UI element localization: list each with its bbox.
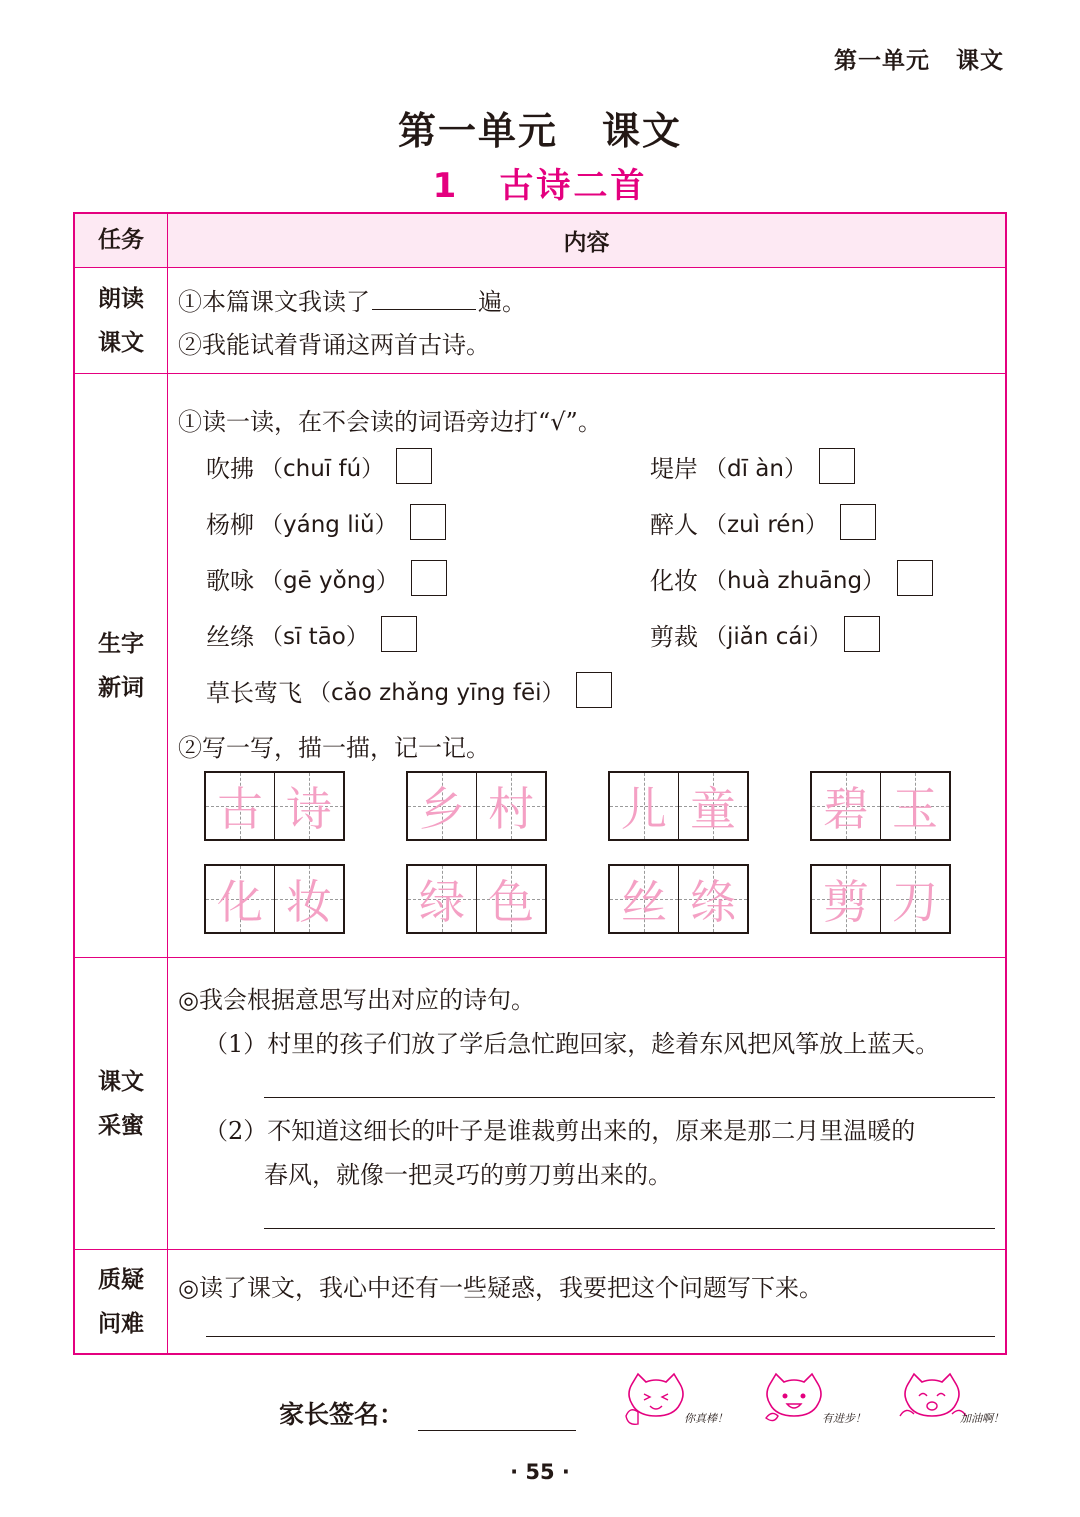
vocab-word: 醉人 — [650, 510, 698, 539]
vocab-checkbox[interactable] — [396, 448, 432, 484]
table-header-row — [75, 214, 1005, 267]
questions-task-label — [75, 1250, 168, 1353]
vocab-pinyin: （cǎo zhǎng yīng fēi） — [308, 679, 565, 706]
question-2-text-line1: 不知道这细长的叶子是谁裁剪出来的，原来是那二月里温暖的 — [267, 1117, 916, 1145]
vocab-checkbox[interactable] — [844, 616, 880, 652]
vocab-pinyin: （dī àn） — [704, 455, 807, 482]
header-content: 内容 — [563, 230, 610, 256]
sticker-text: 你真棒！ — [684, 1412, 728, 1425]
vocab-pinyin: （sī tāo） — [260, 623, 369, 650]
tracing-grid[interactable] — [204, 864, 345, 934]
trace-char: 儿 — [621, 782, 667, 836]
reading-row — [75, 267, 1005, 373]
vocab-word: 草长莺飞 — [206, 678, 302, 707]
reading-line-1 — [178, 282, 526, 317]
answer-line-question[interactable] — [206, 1336, 995, 1337]
vocab-pinyin: （chuī fú） — [260, 455, 385, 482]
honey-task-line2: 采蜜 — [98, 1112, 144, 1139]
vocab-item — [650, 448, 855, 484]
trace-char: 丝 — [621, 875, 667, 929]
vocab-pinyin: （gē yǒng） — [260, 567, 399, 594]
vocab-word: 歌咏 — [206, 566, 254, 595]
vocab-task-label — [75, 374, 168, 957]
honey-task-label — [75, 958, 168, 1249]
trace-char: 刀 — [892, 875, 938, 929]
honey-instruction: ◎我会根据意思写出对应的诗句。 — [178, 986, 535, 1014]
trace-char: 童 — [690, 782, 736, 836]
vocab-item — [206, 560, 447, 596]
running-head-unit: 第一单元 — [834, 48, 930, 74]
question-2 — [204, 1111, 915, 1146]
vocab-pinyin: （yáng liǔ） — [260, 511, 398, 538]
reading-task-line2: 课文 — [98, 329, 144, 356]
questions-instruction: ◎读了课文，我心中还有一些疑惑，我要把这个问题写下来。 — [178, 1274, 823, 1302]
trace-char: 妆 — [286, 875, 332, 929]
vocab-word: 堤岸 — [650, 454, 698, 483]
vocab-row — [75, 373, 1005, 957]
trace-char: 村 — [488, 782, 534, 836]
vocab-item — [206, 504, 446, 540]
signature-label: 家长签名： — [279, 1400, 405, 1429]
sticker-text: 有进步！ — [822, 1412, 866, 1425]
reading-task-label — [75, 268, 168, 373]
lesson-name: 古诗二首 — [499, 166, 648, 206]
vocab-word: 丝绦 — [206, 622, 254, 651]
write-instruction: ②写一写，描一描，记一记。 — [178, 734, 490, 762]
sticker-cheer — [898, 1372, 1014, 1428]
tracing-grid[interactable] — [406, 771, 547, 841]
reading-times-suffix: 遍。 — [478, 288, 526, 316]
trace-char: 玉 — [892, 782, 938, 836]
answer-line-1[interactable] — [264, 1097, 995, 1098]
vocab-item — [206, 616, 417, 652]
vocab-item — [650, 504, 876, 540]
trace-char: 色 — [488, 875, 534, 929]
sticker-great — [622, 1372, 738, 1428]
reading-content — [168, 268, 1005, 373]
questions-content — [168, 1250, 1005, 1353]
honey-task-line1: 课文 — [98, 1068, 144, 1095]
vocab-item — [650, 616, 880, 652]
question-1 — [204, 1024, 939, 1059]
trace-char: 剪 — [823, 875, 869, 929]
trace-char: 绿 — [419, 875, 465, 929]
lesson-number: 1 — [432, 166, 460, 206]
vocab-pinyin: （zuì rén） — [704, 511, 829, 538]
vocab-word: 剪裁 — [650, 622, 698, 651]
vocab-content — [168, 374, 1005, 957]
trace-char: 乡 — [419, 782, 465, 836]
question-1-number: （1） — [204, 1030, 268, 1058]
vocab-word: 吹拂 — [206, 454, 254, 483]
reading-times-text: ①本篇课文我读了 — [178, 288, 370, 316]
page-title — [0, 100, 1080, 155]
tracing-grid[interactable] — [608, 771, 749, 841]
header-task: 任务 — [75, 214, 168, 267]
reading-line-2: ②我能试着背诵这两首古诗。 — [178, 331, 490, 359]
vocab-checkbox[interactable] — [381, 616, 417, 652]
reading-times-blank[interactable] — [372, 286, 476, 310]
vocab-pinyin: （jiǎn cái） — [704, 623, 832, 650]
tracing-grid[interactable] — [608, 864, 749, 934]
vocab-task-line2: 新词 — [98, 674, 144, 701]
tracing-grid[interactable] — [810, 864, 951, 934]
vocab-checkbox[interactable] — [840, 504, 876, 540]
questions-task-line2: 问难 — [98, 1310, 144, 1337]
answer-line-2[interactable] — [264, 1228, 995, 1229]
vocab-instruction: ①读一读，在不会读的词语旁边打“√”。 — [178, 408, 602, 436]
vocab-word: 化妆 — [650, 566, 698, 595]
question-2-text-line2: 春风，就像一把灵巧的剪刀剪出来的。 — [264, 1161, 672, 1189]
trace-char: 碧 — [823, 782, 869, 836]
questions-task-line1: 质疑 — [98, 1266, 144, 1293]
running-head — [834, 42, 1004, 75]
sticker-text: 加油啊！ — [960, 1412, 1004, 1425]
signature-line[interactable] — [418, 1403, 576, 1431]
vocab-pinyin: （huà zhuāng） — [704, 567, 886, 594]
sticker-progress — [760, 1372, 876, 1428]
cat-sticker-icon — [898, 1372, 968, 1428]
vocab-item — [206, 448, 432, 484]
parent-signature — [279, 1395, 576, 1431]
honey-content — [168, 958, 1005, 1249]
lesson-title — [0, 158, 1080, 207]
tracing-grid[interactable] — [204, 771, 345, 841]
trace-char: 诗 — [286, 782, 332, 836]
tracing-grid[interactable] — [810, 771, 951, 841]
vocab-checkbox[interactable] — [576, 672, 612, 708]
trace-char: 古 — [217, 782, 263, 836]
reading-task-line1: 朗读 — [98, 285, 144, 312]
vocab-item — [650, 560, 933, 596]
vocab-checkbox[interactable] — [411, 560, 447, 596]
trace-char: 绦 — [690, 875, 736, 929]
vocab-checkbox[interactable] — [410, 504, 446, 540]
questions-row — [75, 1249, 1005, 1353]
vocab-item — [206, 672, 612, 708]
question-2-number: （2） — [204, 1117, 268, 1145]
cat-sticker-icon — [760, 1372, 830, 1428]
vocab-word: 杨柳 — [206, 510, 254, 539]
question-1-text: 村里的孩子们放了学后急忙跑回家，趁着东风把风筝放上蓝天。 — [267, 1030, 940, 1058]
title-unit: 第一单元 — [397, 109, 558, 153]
page-number: · 55 · — [510, 1460, 570, 1484]
poem-lines-row — [75, 957, 1005, 1249]
title-section: 课文 — [602, 109, 683, 153]
running-head-section: 课文 — [956, 48, 1004, 74]
cat-sticker-icon — [622, 1372, 692, 1428]
trace-char: 化 — [217, 875, 263, 929]
vocab-checkbox[interactable] — [819, 448, 855, 484]
vocab-task-line1: 生字 — [98, 630, 144, 657]
task-table — [73, 212, 1007, 1355]
tracing-grid[interactable] — [406, 864, 547, 934]
vocab-checkbox[interactable] — [897, 560, 933, 596]
